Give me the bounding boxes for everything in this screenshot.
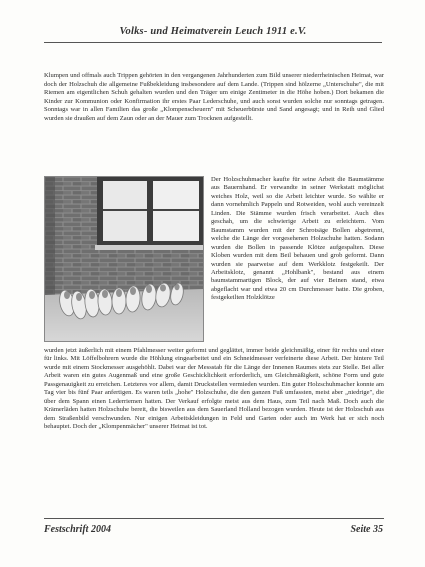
page-header-title: Volks- und Heimatverein Leuch 1911 e.V. — [119, 26, 307, 37]
intro-paragraph: Klumpen und offmals auch Trippen gehörten in den vergangenen Jahrhunderten zum Bild unserer niederrheinischen Heimat, war doch der Holzschuh die allgemeine Fußbekleidung insbesondere auf dem Lande. (Trippen sind hölzerne „Unterschuhe", die mit Riemen am eigentlichen Schuh gehalten wurden und den Träger um einige Zentimeter in die Höhe hoben.) Dort bekamen die Kinder zur Kommunion oder Konfirmation ihr erstes Paar Lederschuhe, und auch sonst wurden solche nur sonntags getragen. Sonntags war in allen Familien das große „Klompenscheuern" mit Scheuerbürste und Sand angesagt; und in Reih und Glied wurden sie draußen auf dem Zaun oder an der Mauer zum Trocknen aufgestellt. — [44, 72, 384, 122]
continuation-paragraph: wurden jetzt äußerlich mit einem Pfahlmesser weiter geformt und geglättet, immer beide gleichmäßig, einer für rechts und einer für links. Mit Löffelbohrern wurde die Höhlung eingearbeitet und ein Schneidmesser verfeinerte diese Arbeit. Der hintere Teil wurde mit einem Stockmesser ausgehöhlt. Dabei war der Messstab für die Länge der Innenen Raumes stets zur Stelle. Bei aller Arbeit waren ein gutes Augenmaß und eine große Geschicklichkeit erforderlich, um Gleichmäßigkeit, schöne Form und gute Passgenauigkeit zu erreichen. Letzteres vor allem, damit Druckstellen vermieden wurden. Ein guter Holzschuhmacher konnte am Tag vier bis fünf Paar anfertigen. Es waren teils „hohe" Holzschuhe, die den ganzen Fuß umfassten, meist aber „niedrige", die über dem Spann einen Lederriemen hatten. Der Verkauf erfolgte meist aus dem Haus, zum Teil nach Maß. Doch auch die Krämerläden hatten Holzschuhe bereit, die bisweilen aus dem Sauerland Holland bezogen wurden. Heute ist der Holzschuh aus dem Straßenbild verschwunden. Nur einigen Arbeitskleidungen in Feld und Garten oder auch im Werk hat er sich noch behauptet. Doch der „Klompenmächer" unserer Heimat ist tot. — [44, 347, 384, 431]
header-divider — [44, 42, 382, 43]
side-column-paragraph: Der Holzschuhmacher kaufte für seine Arbeit die Baumstämme aus Bauernhand. Er verwandte in seiner Werkstatt möglichst weiches Holz, weil so die Arbeit leichter wurde. So wählte er dann vornehmlich Pappeln und Rotweiden, wohl auch vereinzelt Linden. Die Stämme wurden frisch verarbeitet. Auch dies geschah, um die schwierige Arbeit zu erleichtern. Vom Baumstamm wurden mit der Schrotsäge Bollen abgetrennt, welche die Länge der vorgesehenen Holzschuhe hatten. Sodann wurden die Bollen in passende Klötze aufgespalten. Diese Kloben wurden mit dem Beil behauen und grob geformt. Dann wurden sie paarweise auf dem Werkklotz festgekeilt. Der Arbeitsklotz, genannt „Hohlbank", bestand aus einem baumstammartigen Block, der auf vier Beinen stand, etwa abgeflacht war und etwa 20 cm Durchmesser hatte. Die groben, festgekeilten Holzklötze — [211, 176, 384, 302]
footer-publication: Festschrift 2004 — [44, 524, 111, 535]
clogs-photo — [44, 176, 204, 342]
footer-page-number: Seite 35 — [350, 524, 383, 535]
footer-divider — [44, 518, 384, 519]
